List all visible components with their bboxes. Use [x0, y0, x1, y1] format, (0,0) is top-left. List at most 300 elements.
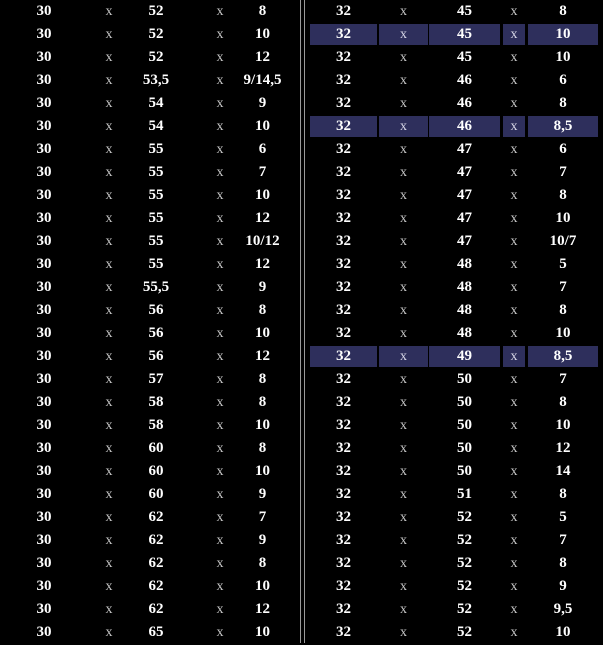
separator-x: x — [105, 418, 113, 433]
width-value: 50 — [457, 463, 472, 479]
left-table-row — [0, 70, 300, 93]
width-value: 55,5 — [142, 279, 170, 295]
height-value: 8 — [258, 302, 267, 318]
height-value: 9 — [258, 486, 267, 502]
width-value: 60 — [148, 463, 164, 479]
thickness-value: 30 — [36, 417, 52, 433]
height-value: 7 — [559, 279, 567, 295]
left-table-row — [0, 553, 300, 576]
thickness-value: 30 — [36, 256, 52, 272]
separator-x: x — [105, 625, 113, 640]
separator-x: x — [400, 625, 407, 640]
width-value: 58 — [148, 417, 164, 433]
separator-x: x — [105, 487, 113, 502]
right-table-row — [305, 70, 603, 93]
separator-x: x — [216, 579, 224, 594]
right-table-row — [305, 599, 603, 622]
thickness-value: 30 — [36, 210, 52, 226]
thickness-value: 32 — [336, 371, 351, 387]
separator-x: x — [105, 4, 113, 19]
separator-x: x — [216, 96, 224, 111]
thickness-value: 30 — [36, 72, 52, 88]
width-value: 57 — [148, 371, 164, 387]
separator-x: x — [105, 349, 113, 364]
width-value: 56 — [148, 302, 164, 318]
width-value: 65 — [148, 624, 164, 640]
separator-x: x — [400, 556, 407, 571]
left-table-row — [0, 484, 300, 507]
width-value: 60 — [148, 440, 164, 456]
height-value: 10 — [555, 624, 571, 640]
right-table-row — [305, 530, 603, 553]
height-value: 10 — [255, 187, 270, 203]
width-value: 45 — [457, 49, 472, 65]
height-value: 7 — [559, 371, 567, 387]
left-table-row — [0, 208, 300, 231]
width-value: 52 — [148, 26, 164, 42]
height-value: 10/12 — [245, 233, 280, 249]
height-value: 8 — [559, 302, 567, 318]
height-value: 8 — [258, 3, 267, 19]
thickness-value: 32 — [336, 624, 351, 640]
height-value: 12 — [255, 49, 270, 65]
separator-x: x — [510, 280, 518, 295]
separator-x: x — [105, 464, 113, 479]
thickness-value: 30 — [36, 371, 52, 387]
separator-x: x — [510, 487, 518, 502]
separator-x: x — [216, 280, 224, 295]
separator-x: x — [510, 326, 518, 341]
width-value: 50 — [457, 417, 472, 433]
width-value: 49 — [429, 346, 500, 367]
thickness-value: 30 — [36, 233, 52, 249]
height-value: 9 — [559, 578, 567, 594]
left-table-row — [0, 438, 300, 461]
separator-x: x — [510, 50, 518, 65]
separator-x: x — [216, 464, 224, 479]
thickness-value: 30 — [36, 578, 52, 594]
separator-x: x — [510, 4, 518, 19]
height-value: 12 — [255, 601, 270, 617]
separator-x: x — [216, 418, 224, 433]
height-value: 8 — [559, 555, 567, 571]
separator-x: x — [379, 346, 428, 367]
height-value: 10 — [528, 24, 598, 45]
width-value: 56 — [148, 348, 164, 364]
width-value: 62 — [148, 532, 164, 548]
width-value: 48 — [457, 256, 472, 272]
height-value: 10 — [255, 417, 270, 433]
separator-x: x — [510, 533, 518, 548]
thickness-value: 30 — [36, 3, 52, 19]
separator-x: x — [510, 556, 518, 571]
width-value: 46 — [457, 72, 472, 88]
separator-x: x — [400, 372, 407, 387]
separator-x: x — [216, 50, 224, 65]
width-value: 52 — [457, 555, 472, 571]
thickness-value: 30 — [36, 555, 52, 571]
thickness-value: 32 — [310, 24, 377, 45]
separator-x: x — [105, 73, 113, 88]
separator-x: x — [216, 625, 224, 640]
width-value: 48 — [457, 279, 472, 295]
separator-x: x — [105, 280, 113, 295]
right-table-row — [305, 323, 603, 346]
right-table-row — [305, 576, 603, 599]
separator-x: x — [510, 441, 518, 456]
width-value: 56 — [148, 325, 164, 341]
width-value: 62 — [148, 601, 164, 617]
left-table-row — [0, 277, 300, 300]
right-table-row — [305, 622, 603, 645]
separator-x: x — [105, 303, 113, 318]
width-value: 45 — [457, 3, 472, 19]
separator-x: x — [105, 510, 113, 525]
left-table-row — [0, 392, 300, 415]
width-value: 53,5 — [142, 72, 170, 88]
thickness-value: 32 — [336, 555, 351, 571]
separator-x: x — [105, 441, 113, 456]
thickness-value: 32 — [336, 601, 351, 617]
separator-x: x — [400, 280, 407, 295]
thickness-value: 32 — [336, 164, 351, 180]
height-value: 8 — [559, 486, 567, 502]
separator-x: x — [216, 119, 224, 134]
left-table-row — [0, 599, 300, 622]
separator-x: x — [216, 556, 224, 571]
thickness-value: 30 — [36, 532, 52, 548]
width-value: 55 — [148, 187, 164, 203]
separator-x: x — [216, 234, 224, 249]
separator-x: x — [216, 487, 224, 502]
separator-x: x — [503, 116, 525, 137]
separator-x: x — [216, 510, 224, 525]
thickness-value: 30 — [36, 463, 52, 479]
height-value: 8 — [258, 394, 267, 410]
left-table-row — [0, 47, 300, 70]
height-value: 14 — [555, 463, 571, 479]
thickness-value: 32 — [336, 302, 351, 318]
separator-x: x — [105, 395, 113, 410]
separator-x: x — [216, 142, 224, 157]
width-value: 55 — [148, 210, 164, 226]
width-value: 50 — [457, 394, 472, 410]
left-table-row — [0, 93, 300, 116]
width-value: 52 — [457, 578, 472, 594]
separator-x: x — [510, 257, 518, 272]
separator-x: x — [216, 27, 224, 42]
left-table-row — [0, 507, 300, 530]
thickness-value: 30 — [36, 164, 52, 180]
thickness-value: 32 — [336, 417, 351, 433]
width-value: 45 — [429, 24, 500, 45]
separator-x: x — [105, 533, 113, 548]
width-value: 47 — [457, 233, 472, 249]
separator-x: x — [216, 395, 224, 410]
right-table-row — [305, 415, 603, 438]
separator-x: x — [400, 142, 407, 157]
thickness-value: 32 — [336, 394, 351, 410]
thickness-value: 30 — [36, 486, 52, 502]
separator-x: x — [510, 142, 518, 157]
separator-x: x — [400, 418, 407, 433]
separator-x: x — [400, 188, 407, 203]
height-value: 7 — [258, 509, 267, 525]
thickness-value: 30 — [36, 95, 52, 111]
width-value: 62 — [148, 578, 164, 594]
right-table-row — [305, 162, 603, 185]
right-table-row — [305, 461, 603, 484]
separator-x: x — [510, 510, 518, 525]
height-value: 9/14,5 — [243, 72, 282, 88]
thickness-value: 32 — [336, 279, 351, 295]
thickness-value: 32 — [336, 95, 351, 111]
height-value: 8,5 — [528, 116, 598, 137]
separator-x: x — [510, 418, 518, 433]
height-value: 5 — [559, 509, 567, 525]
width-value: 52 — [457, 601, 472, 617]
width-value: 52 — [148, 49, 164, 65]
thickness-value: 32 — [336, 3, 351, 19]
thickness-value: 32 — [336, 532, 351, 548]
thickness-value: 32 — [336, 325, 351, 341]
right-table-row — [305, 24, 603, 47]
height-value: 10 — [255, 325, 270, 341]
height-value: 7 — [258, 164, 267, 180]
left-table-row — [0, 369, 300, 392]
right-table-row — [305, 369, 603, 392]
separator-x: x — [105, 211, 113, 226]
separator-x: x — [400, 395, 407, 410]
width-value: 47 — [457, 141, 472, 157]
width-value: 58 — [148, 394, 164, 410]
thickness-value: 32 — [336, 72, 351, 88]
height-value: 9 — [258, 95, 267, 111]
separator-x: x — [400, 464, 407, 479]
thickness-value: 32 — [336, 440, 351, 456]
thickness-value: 30 — [36, 302, 52, 318]
separator-x: x — [510, 579, 518, 594]
separator-x: x — [510, 234, 518, 249]
right-table-row — [305, 116, 603, 139]
width-value: 52 — [457, 532, 472, 548]
separator-x: x — [400, 487, 407, 502]
thickness-value: 32 — [336, 210, 351, 226]
height-value: 10 — [255, 118, 270, 134]
height-value: 10 — [555, 417, 571, 433]
separator-x: x — [105, 602, 113, 617]
thickness-value: 30 — [36, 187, 52, 203]
height-value: 10 — [555, 49, 571, 65]
width-value: 62 — [148, 555, 164, 571]
right-table-row — [305, 507, 603, 530]
right-table-row — [305, 484, 603, 507]
thickness-value: 30 — [36, 141, 52, 157]
separator-x: x — [400, 165, 407, 180]
separator-x: x — [216, 372, 224, 387]
thickness-value: 32 — [336, 578, 351, 594]
right-table-row — [305, 47, 603, 70]
width-value: 52 — [457, 509, 472, 525]
height-value: 8 — [258, 371, 267, 387]
separator-x: x — [105, 556, 113, 571]
right-table-row — [305, 553, 603, 576]
height-value: 8 — [559, 3, 567, 19]
left-table-row — [0, 346, 300, 369]
height-value: 9 — [258, 279, 267, 295]
height-value: 10 — [255, 624, 270, 640]
thickness-value: 32 — [336, 141, 351, 157]
width-value: 54 — [148, 95, 164, 111]
separator-x: x — [379, 116, 428, 137]
left-size-table — [0, 0, 300, 643]
width-value: 55 — [148, 233, 164, 249]
separator-x: x — [400, 96, 407, 111]
separator-x: x — [400, 441, 407, 456]
thickness-value: 30 — [36, 325, 52, 341]
separator-x: x — [510, 73, 518, 88]
thickness-value: 32 — [310, 116, 377, 137]
separator-x: x — [216, 4, 224, 19]
thickness-value: 30 — [36, 601, 52, 617]
thickness-value: 32 — [336, 486, 351, 502]
thickness-value: 32 — [336, 509, 351, 525]
separator-x: x — [400, 326, 407, 341]
thickness-value: 30 — [36, 49, 52, 65]
separator-x: x — [510, 165, 518, 180]
height-value: 8 — [258, 555, 267, 571]
thickness-value: 30 — [36, 624, 52, 640]
separator-x: x — [105, 119, 113, 134]
separator-x: x — [216, 211, 224, 226]
separator-x: x — [510, 602, 518, 617]
height-value: 8 — [559, 187, 567, 203]
width-value: 55 — [148, 141, 164, 157]
width-value: 51 — [457, 486, 472, 502]
left-table-row — [0, 185, 300, 208]
height-value: 8 — [559, 95, 567, 111]
right-table-row — [305, 346, 603, 369]
right-size-table — [305, 0, 603, 643]
separator-x: x — [400, 257, 407, 272]
left-table-row — [0, 24, 300, 47]
height-value: 9 — [258, 532, 267, 548]
height-value: 12 — [255, 210, 270, 226]
separator-x: x — [510, 464, 518, 479]
right-table-row — [305, 208, 603, 231]
height-value: 12 — [255, 348, 270, 364]
separator-x: x — [105, 326, 113, 341]
width-value: 52 — [457, 624, 472, 640]
separator-x: x — [510, 395, 518, 410]
separator-x: x — [400, 533, 407, 548]
separator-x: x — [379, 24, 428, 45]
separator-x: x — [105, 257, 113, 272]
width-value: 54 — [148, 118, 164, 134]
height-value: 7 — [559, 532, 567, 548]
separator-x: x — [216, 326, 224, 341]
height-value: 8 — [258, 440, 267, 456]
separator-x: x — [510, 211, 518, 226]
separator-x: x — [105, 50, 113, 65]
separator-x: x — [105, 372, 113, 387]
width-value: 48 — [457, 302, 472, 318]
right-table-row — [305, 300, 603, 323]
right-table-row — [305, 231, 603, 254]
separator-x: x — [216, 602, 224, 617]
separator-x: x — [400, 234, 407, 249]
separator-x: x — [216, 533, 224, 548]
thickness-value: 30 — [36, 348, 52, 364]
width-value: 47 — [457, 164, 472, 180]
height-value: 8,5 — [528, 346, 598, 367]
left-table-row — [0, 116, 300, 139]
height-value: 6 — [559, 72, 567, 88]
width-value: 50 — [457, 440, 472, 456]
left-table-row — [0, 461, 300, 484]
right-table-row — [305, 277, 603, 300]
separator-x: x — [216, 349, 224, 364]
separator-x: x — [503, 346, 525, 367]
width-value: 52 — [148, 3, 164, 19]
separator-x: x — [105, 142, 113, 157]
width-value: 47 — [457, 210, 472, 226]
height-value: 10 — [255, 463, 270, 479]
thickness-value: 32 — [336, 49, 351, 65]
right-table-row — [305, 392, 603, 415]
separator-x: x — [510, 625, 518, 640]
thickness-value: 30 — [36, 440, 52, 456]
width-value: 60 — [148, 486, 164, 502]
left-table-row — [0, 300, 300, 323]
separator-x: x — [105, 27, 113, 42]
left-table-row — [0, 139, 300, 162]
width-value: 47 — [457, 187, 472, 203]
separator-x: x — [510, 303, 518, 318]
height-value: 10 — [255, 578, 270, 594]
height-value: 10/7 — [549, 233, 577, 249]
right-table-row — [305, 254, 603, 277]
width-value: 55 — [148, 164, 164, 180]
thickness-value: 32 — [336, 463, 351, 479]
thickness-value: 30 — [36, 26, 52, 42]
separator-x: x — [400, 602, 407, 617]
left-table-row — [0, 576, 300, 599]
height-value: 9,5 — [553, 601, 573, 617]
height-value: 6 — [559, 141, 567, 157]
right-table-row — [305, 93, 603, 116]
left-table-row — [0, 323, 300, 346]
separator-x: x — [400, 303, 407, 318]
separator-x: x — [105, 579, 113, 594]
separator-x: x — [105, 234, 113, 249]
height-value: 12 — [255, 256, 270, 272]
height-value: 5 — [559, 256, 567, 272]
separator-x: x — [400, 510, 407, 525]
width-value: 46 — [457, 95, 472, 111]
left-table-row — [0, 1, 300, 24]
height-value: 6 — [258, 141, 267, 157]
thickness-value: 32 — [310, 346, 377, 367]
separator-x: x — [400, 4, 407, 19]
height-value: 8 — [559, 394, 567, 410]
separator-x: x — [216, 257, 224, 272]
separator-x: x — [400, 579, 407, 594]
height-value: 10 — [555, 210, 571, 226]
height-value: 10 — [255, 26, 270, 42]
width-value: 55 — [148, 256, 164, 272]
width-value: 62 — [148, 509, 164, 525]
